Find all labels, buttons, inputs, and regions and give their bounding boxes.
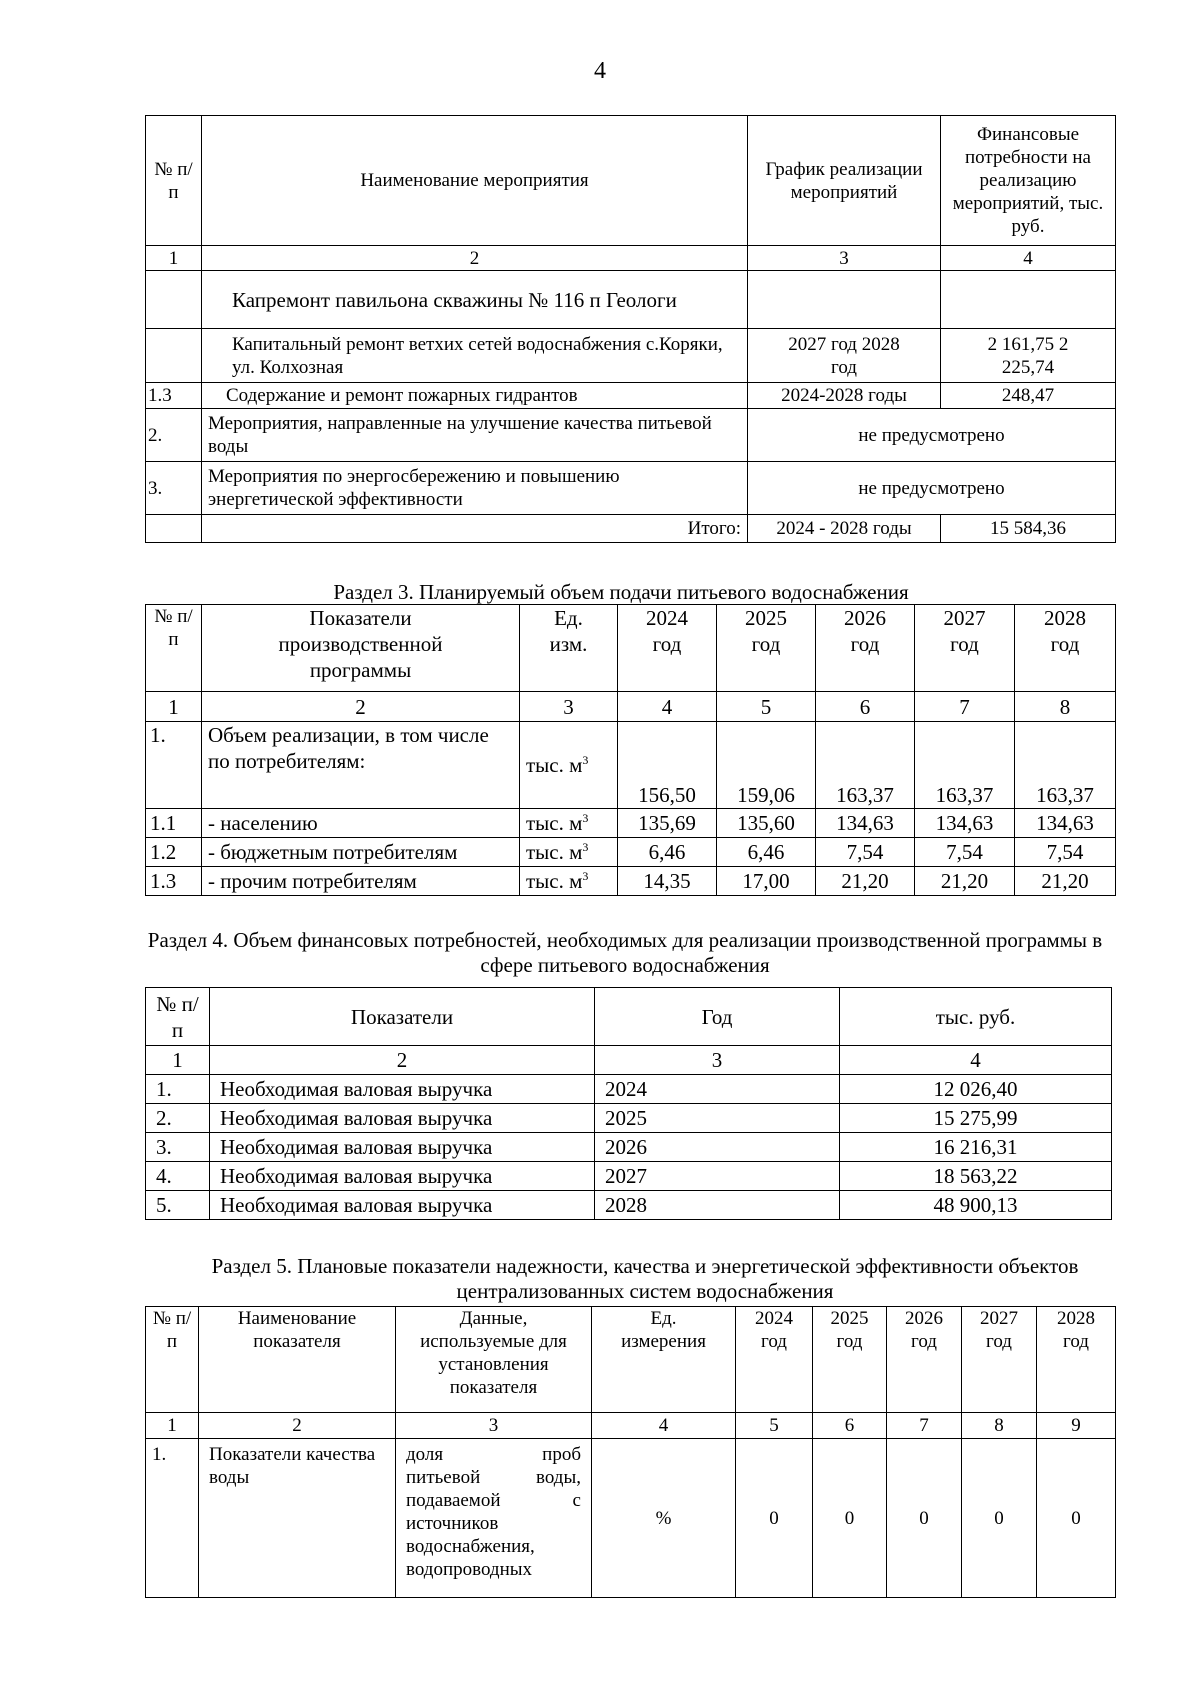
row-finance: 248,47 (941, 383, 1116, 409)
row-num: 1.3 (146, 867, 202, 896)
page-number: 4 (594, 58, 606, 84)
row-value: 7,54 (816, 838, 915, 867)
row-value: 6,46 (618, 838, 717, 867)
row-name: Капремонт павильона скважины № 116 п Геологи (202, 271, 748, 329)
header-unit: Ед. измерения (592, 1307, 736, 1413)
header-year: Год (595, 988, 840, 1046)
row-value: 21,20 (816, 867, 915, 896)
row-unit: тыс. $м^3$ (520, 867, 618, 896)
header-name: Показатели производственной программы (202, 605, 520, 692)
header-num: № п/п (146, 988, 210, 1046)
row-name: - бюджетным потребителям (202, 838, 520, 867)
header-name: Наименование показателя (199, 1307, 396, 1413)
row-unit: тыс. $м^3$ (520, 838, 618, 867)
col-number: 1 (146, 1046, 210, 1075)
total-schedule: 2024 - 2028 годы (748, 515, 941, 543)
row-value: 16 216,31 (840, 1133, 1112, 1162)
row-name: - населению (202, 809, 520, 838)
row-name: Необходимая валовая выручка (210, 1133, 595, 1162)
row-num: 1. (146, 722, 202, 809)
header-name: Наименование мероприятия (202, 116, 748, 246)
row-value: 17,00 (717, 867, 816, 896)
row-value: 156,50 (618, 722, 717, 809)
row-value: 134,63 (915, 809, 1015, 838)
row-num: 1.1 (146, 809, 202, 838)
row-num: 5. (146, 1191, 210, 1220)
col-number: 6 (816, 692, 915, 722)
col-number: 4 (618, 692, 717, 722)
row-data-line: питьевой воды, (406, 1467, 581, 1488)
row-value: 134,63 (816, 809, 915, 838)
row-value: 0 (736, 1439, 813, 1598)
header-year: 2025 год (717, 605, 816, 692)
row-value: 0 (887, 1439, 962, 1598)
row-value: 0 (813, 1439, 887, 1598)
row-name: - прочим потребителям (202, 867, 520, 896)
row-data-line: водопроводных (406, 1559, 533, 1580)
header-value: тыс. руб. (840, 988, 1112, 1046)
row-num: 1.3 (146, 383, 202, 409)
row-value: 0 (962, 1439, 1037, 1598)
row-value: 12 026,40 (840, 1075, 1112, 1104)
col-number: 7 (915, 692, 1015, 722)
section4-title: Раздел 4. Объем финансовых потребностей, необходимых для реализации производственной программы в сфере питьевого водоснабжения (147, 928, 1103, 977)
col-number: 7 (887, 1413, 962, 1439)
row-data-line: подаваемой с (406, 1490, 581, 1511)
row-name: Мероприятия по энергосбережению и повышению энергетической эффективности (202, 462, 748, 515)
col-number: 2 (199, 1413, 396, 1439)
header-num: № п/п (146, 1307, 199, 1413)
row-finance: 2 161,75 2 225,74 (941, 329, 1116, 383)
row-num: 2. (146, 409, 202, 462)
header-year: 2025 год (813, 1307, 887, 1413)
row-value: 163,37 (816, 722, 915, 809)
row-year: 2026 (595, 1133, 840, 1162)
row-year: 2028 (595, 1191, 840, 1220)
row-value: 135,60 (717, 809, 816, 838)
row-schedule: 2024-2028 годы (748, 383, 941, 409)
row-value: 134,63 (1015, 809, 1116, 838)
col-number: 1 (146, 692, 202, 722)
row-value: 21,20 (1015, 867, 1116, 896)
col-number: 4 (941, 246, 1116, 271)
col-number: 2 (210, 1046, 595, 1075)
row-name: Необходимая валовая выручка (210, 1191, 595, 1220)
row-schedule: 2027 год 2028 год (748, 329, 941, 383)
row-value: 6,46 (717, 838, 816, 867)
row-num: 1.2 (146, 838, 202, 867)
col-number: 3 (595, 1046, 840, 1075)
row-year: 2024 (595, 1075, 840, 1104)
table-section5 (145, 1306, 1116, 1598)
header-finance: Финансовые потребности на реализацию мероприятий, тыс. руб. (941, 116, 1116, 246)
header-year: 2026 год (887, 1307, 962, 1413)
row-value: 15 275,99 (840, 1104, 1112, 1133)
row-name: Объем реализации, в том числе по потребителям: (202, 722, 520, 809)
row-num: 3. (146, 1133, 210, 1162)
row-num: 3. (146, 462, 202, 515)
total-value: 15 584,36 (941, 515, 1116, 543)
section3-title: Раздел 3. Планируемый объем подачи питьевого водоснабжения (333, 580, 909, 604)
row-value: 0 (1037, 1439, 1116, 1598)
col-number: 4 (592, 1413, 736, 1439)
header-indicator: Показатели (210, 988, 595, 1046)
row-unit: тыс. $м^3$ (520, 722, 618, 809)
row-name: Необходимая валовая выручка (210, 1104, 595, 1133)
row-year: 2025 (595, 1104, 840, 1133)
row-num: 2. (146, 1104, 210, 1133)
col-number: 3 (748, 246, 941, 271)
row-value: 48 900,13 (840, 1191, 1112, 1220)
section5-title: Раздел 5. Плановые показатели надежности, качества и энергетической эффективности объектов централизованных систем водоснабжения (211, 1254, 1079, 1303)
row-name: Показатели качества воды (199, 1439, 396, 1598)
header-num: № п/п (146, 605, 202, 692)
row-name: Мероприятия, направленные на улучшение качества питьевой воды (202, 409, 748, 462)
row-unit: тыс. $м^3$ (520, 809, 618, 838)
col-number: 9 (1037, 1413, 1116, 1439)
header-year: 2028 год (1037, 1307, 1116, 1413)
total-label: Итого: (202, 515, 748, 543)
row-name: Необходимая валовая выручка (210, 1162, 595, 1191)
header-schedule: График реализации мероприятий (748, 116, 941, 246)
col-number: 5 (736, 1413, 813, 1439)
row-name: Капитальный ремонт ветхих сетей водоснабжения с.Коряки, ул. Колхозная (202, 329, 748, 383)
row-num: 1. (146, 1439, 199, 1598)
table-section4 (145, 987, 1112, 1220)
header-year: 2027 год (915, 605, 1015, 692)
row-name: Необходимая валовая выручка (210, 1075, 595, 1104)
col-number: 2 (202, 692, 520, 722)
row-value: 163,37 (915, 722, 1015, 809)
row-merged-status: не предусмотрено (748, 462, 1116, 515)
row-data-line: источников (406, 1513, 499, 1534)
col-number: 4 (840, 1046, 1112, 1075)
row-name: Содержание и ремонт пожарных гидрантов (202, 383, 748, 409)
header-year: 2024 год (618, 605, 717, 692)
col-number: 3 (396, 1413, 592, 1439)
header-year: 2028 год (1015, 605, 1116, 692)
row-num: 1. (146, 1075, 210, 1104)
table-activities (145, 115, 1116, 543)
row-num (146, 271, 202, 329)
row-data-line: водоснабжения, (406, 1536, 535, 1557)
row-schedule (748, 271, 941, 329)
header-unit: Ед. изм. (520, 605, 618, 692)
row-merged-status: не предусмотрено (748, 409, 1116, 462)
col-number: 2 (202, 246, 748, 271)
header-year: 2026 год (816, 605, 915, 692)
row-num (146, 329, 202, 383)
header-year: 2024 год (736, 1307, 813, 1413)
row-num: 4. (146, 1162, 210, 1191)
row-value: 14,35 (618, 867, 717, 896)
row-value: 7,54 (915, 838, 1015, 867)
col-number: 8 (962, 1413, 1037, 1439)
col-number: 3 (520, 692, 618, 722)
row-value: 135,69 (618, 809, 717, 838)
row-value: 163,37 (1015, 722, 1116, 809)
row-value: 18 563,22 (840, 1162, 1112, 1191)
row-value: 21,20 (915, 867, 1015, 896)
row-value: 159,06 (717, 722, 816, 809)
header-year: 2027 год (962, 1307, 1037, 1413)
total-empty (146, 515, 202, 543)
row-finance (941, 271, 1116, 329)
table-section3 (145, 604, 1116, 896)
col-number: 8 (1015, 692, 1116, 722)
col-number: 1 (146, 246, 202, 271)
row-data-line: доля проб (406, 1444, 581, 1465)
header-data: Данные, используемые для установления показателя (396, 1307, 592, 1413)
row-unit: % (592, 1439, 736, 1598)
row-year: 2027 (595, 1162, 840, 1191)
col-number: 5 (717, 692, 816, 722)
row-value: 7,54 (1015, 838, 1116, 867)
col-number: 1 (146, 1413, 199, 1439)
row-data (396, 1439, 592, 1598)
col-number: 6 (813, 1413, 887, 1439)
header-num: № п/п (146, 116, 202, 246)
